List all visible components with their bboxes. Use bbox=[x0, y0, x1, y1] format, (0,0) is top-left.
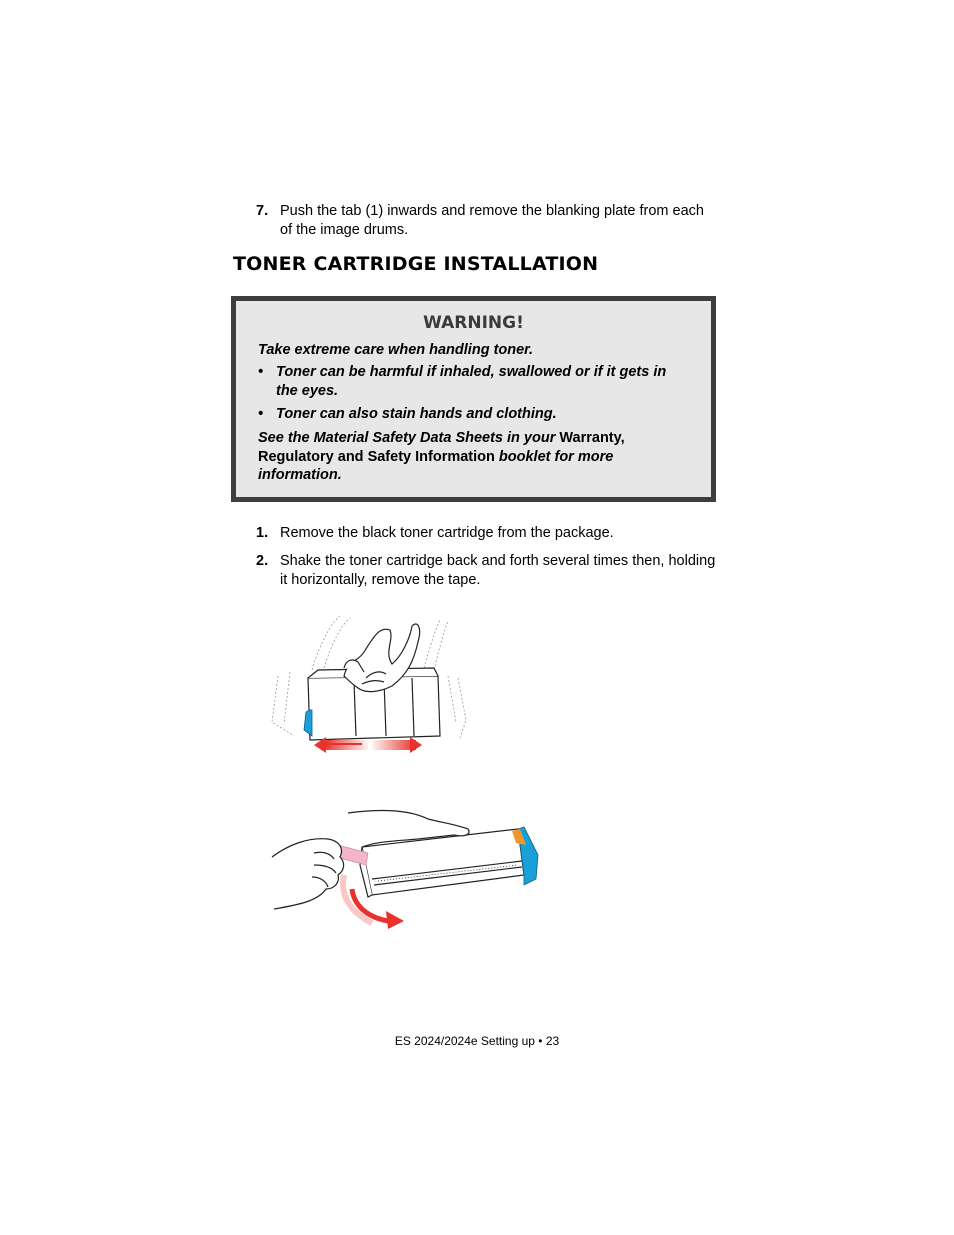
shake-cartridge-illustration bbox=[262, 612, 477, 764]
step-text: Push the tab (1) inwards and remove the blanking plate from each of the image drums. bbox=[280, 203, 704, 238]
bullet-text: Toner can also stain hands and clothing. bbox=[276, 406, 557, 422]
page-footer: ES 2024/2024e Setting up • 23 bbox=[394, 1034, 560, 1048]
step-number: 2. bbox=[256, 553, 269, 569]
booklet-title: Warranty, Regulatory and Safety Information bbox=[258, 430, 625, 465]
warning-intro: Take extreme care when handling toner. bbox=[258, 342, 534, 358]
warning-msds-note bbox=[258, 429, 688, 485]
warning-box bbox=[231, 296, 716, 502]
msds-post: booklet for more information. bbox=[258, 448, 614, 483]
bullet-text: Toner can be harmful if inhaled, swallowed or if it gets in the eyes. bbox=[276, 364, 667, 399]
step-number: 7. bbox=[256, 203, 269, 219]
bullet-dot: • bbox=[258, 364, 264, 380]
warning-bullet bbox=[258, 405, 688, 424]
step-text: Shake the toner cartridge back and forth several times then, holding it horizontally, remove the tape. bbox=[280, 553, 716, 588]
step-text: Remove the black toner cartridge from the package. bbox=[280, 525, 614, 541]
step-2 bbox=[256, 552, 716, 589]
section-title: TONER CARTRIDGE INSTALLATION bbox=[233, 253, 599, 275]
step-1 bbox=[256, 524, 716, 543]
msds-pre: See the Material Safety Data Sheets in your bbox=[258, 430, 560, 446]
step-7 bbox=[256, 202, 716, 239]
bullet-dot: • bbox=[258, 406, 264, 422]
remove-tape-illustration bbox=[268, 805, 548, 935]
warning-title: WARNING! bbox=[423, 313, 524, 333]
warning-bullet bbox=[258, 363, 688, 401]
step-number: 1. bbox=[256, 525, 269, 541]
